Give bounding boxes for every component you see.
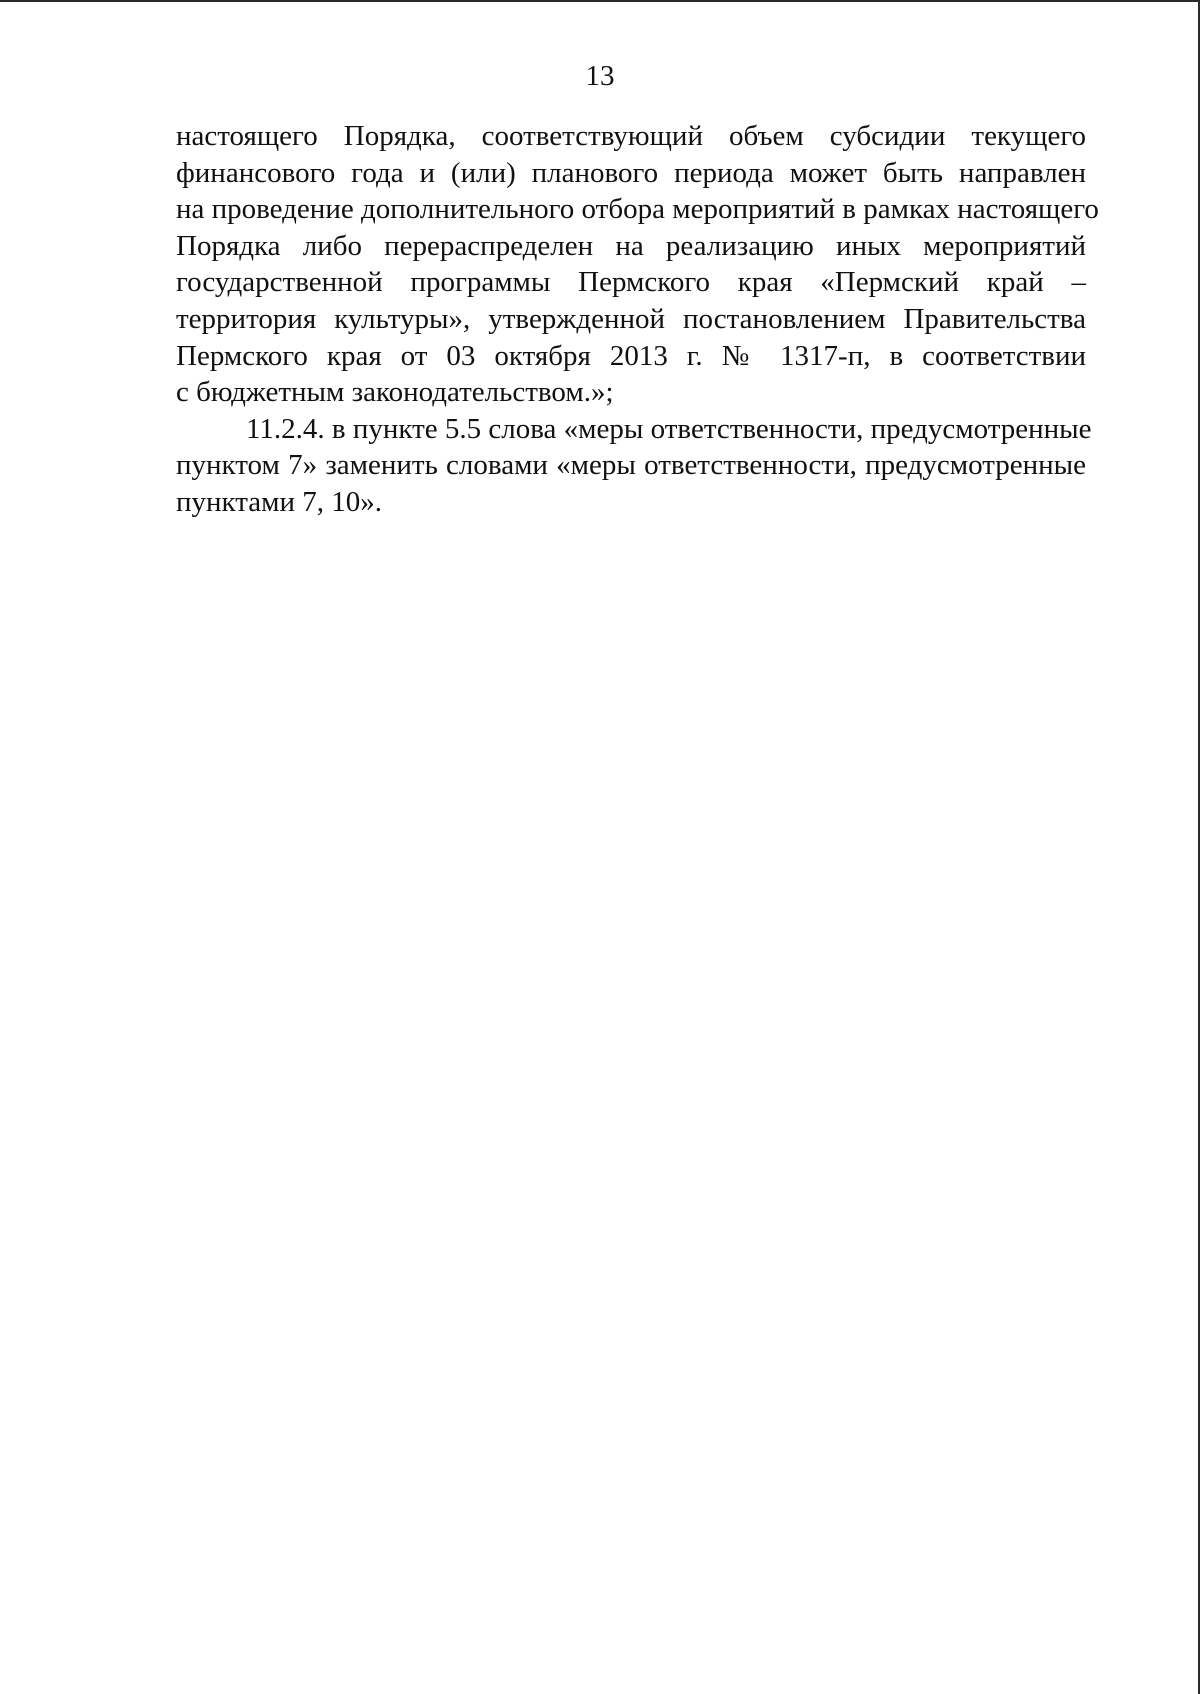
document-body xyxy=(176,118,1099,521)
text-line: на проведение дополнительного отбора мероприятий в рамках настоящего xyxy=(176,193,1099,226)
paragraph-continuation xyxy=(176,118,1099,411)
text-line: с бюджетным законодательством.»; xyxy=(176,376,614,409)
text-line: Порядка либо перераспределен на реализацию иных мероприятий xyxy=(176,229,1086,262)
text-line: Пермского края от 03 октября 2013 г. № 1317-п, в соответствии xyxy=(176,339,1086,372)
text-line: пунктами 7, 10». xyxy=(176,485,383,518)
text-line: пунктом 7» заменить словами «меры ответственности, предусмотренные xyxy=(176,449,1086,482)
text-line: территория культуры», утвержденной постановлением Правительства xyxy=(176,302,1086,335)
text-line: финансового года и (или) планового периода может быть направлен xyxy=(176,156,1086,189)
text-line: настоящего Порядка, соответствующий объем субсидии текущего xyxy=(176,120,1086,152)
text-line: 11.2.4. в пункте 5.5 слова «меры ответственности, предусмотренные xyxy=(246,412,1092,445)
scan-border-top xyxy=(0,0,1200,2)
paragraph-11-2-4 xyxy=(176,411,1092,521)
text-line: государственной программы Пермского края «Пермский край – xyxy=(176,266,1086,299)
page-number: 13 xyxy=(585,60,615,92)
